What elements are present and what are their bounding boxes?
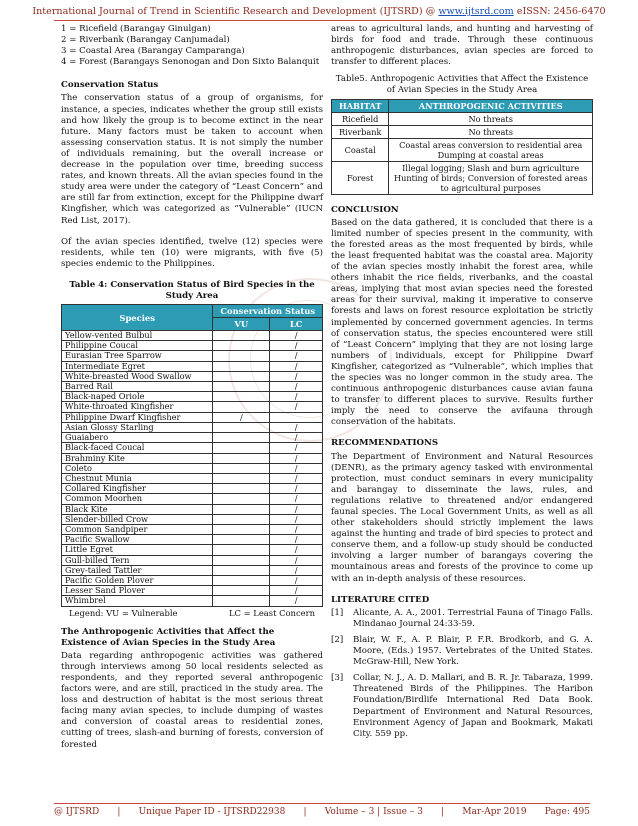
recommendations-heading: RECOMMENDATIONS: [331, 438, 439, 449]
species-cell: Eurasian Tree Sparrow: [62, 351, 213, 361]
vu-cell: [213, 361, 270, 371]
footer-rule: [54, 803, 590, 804]
conservation-paragraph-1: The conservation status of a group of organisms, for instance, a species, indicates whether the group still exists and how likely the group is to become extinct in the near future. Many factors must be taken to account when assessing conservation status. It is not simply the number of individuals remaining, but the overall increase or decrease in the population over time, breeding success rates, and known threats. All the avian species found in the study area were under the category of “Least Concern” and are still far from extinction, except for the Philippine dwarf Kingfisher, which was categorized as “Vulnerable” (IUCN Red List, 2017).: [61, 93, 323, 226]
species-cell: White-throated Kingfisher: [62, 402, 213, 412]
lc-cell: /: [270, 402, 323, 412]
header-site-link[interactable]: www.ijtsrd.com: [438, 6, 514, 17]
species-cell: Philippine Dwarf Kingfisher: [62, 412, 213, 422]
species-cell: Intermediate Egret: [62, 361, 213, 371]
table-row: [62, 392, 323, 402]
table5-activity-cell: Illegal logging; Slash and burn agriculture Hunting of birds; Conversion of forested areas to agricultural purposes: [389, 161, 593, 194]
table-row: [62, 341, 323, 351]
header-journal: International Journal of Trend in Scientific Research and Development (IJTSRD): [32, 6, 423, 17]
table5-activity-cell: No threats: [389, 125, 593, 138]
table5-habitat-cell: Coastal: [332, 138, 389, 161]
lc-cell: /: [270, 565, 323, 575]
species-cell: Gull-billed Tern: [62, 555, 213, 565]
legend-lc: LC = Least Concern: [228, 607, 315, 618]
vu-cell: [213, 555, 270, 565]
species-cell: Pacific Swallow: [62, 535, 213, 545]
vu-cell: [213, 371, 270, 381]
habitat-item: 1 = Ricefield (Barangay Ginulgan): [61, 24, 211, 34]
lc-cell: /: [270, 331, 323, 341]
vu-cell: [213, 494, 270, 504]
species-cell: Whimbrel: [62, 596, 213, 606]
species-cell: Chestnut Munia: [62, 473, 213, 483]
vu-cell: [213, 331, 270, 341]
table4: [61, 304, 323, 606]
table5-habitat-cell: Ricefield: [332, 112, 389, 125]
lc-cell: /: [270, 422, 323, 432]
species-cell: Slender-billed Crow: [62, 514, 213, 524]
habitat-item: 2 = Riverbank (Barangay Canjumadal): [61, 35, 230, 46]
lc-cell: /: [270, 443, 323, 453]
footer-date: Mar-Apr 2019: [462, 807, 527, 817]
vu-cell: [213, 422, 270, 432]
lc-cell: [270, 412, 323, 422]
species-cell: Coleto: [62, 463, 213, 473]
lc-cell: /: [270, 473, 323, 483]
anthro-paragraph-continued: areas to agricultural lands, and hunting and harvesting of birds for food and trade. Through these continuous anthropogenic disturbances, avian species are forced to transfer to different places.: [331, 24, 593, 68]
conservation-paragraph-2: Of the avian species identified, twelve (12) species were residents, while ten (10) were migrants, with five (5) species endemic to the Philippines.: [61, 236, 323, 269]
reference-text: Collar, N. J., A. D. Mallari, and B. R. Jr. Tabaraza, 1999. Threatened Birds of the Philippines. The Haribon Foundation/Birdlife International Red Data Book. Department of Environment and Natural Resources, Environment Agency of Japan and Bookmark, Makati City. 559 pp.: [353, 673, 593, 739]
vu-cell: [213, 586, 270, 596]
table-row: [62, 402, 323, 412]
lc-cell: /: [270, 463, 323, 473]
table-row: [332, 161, 593, 194]
lc-cell: /: [270, 341, 323, 351]
vu-cell: [213, 453, 270, 463]
recommendations-paragraph: The Department of Environment and Natural Resources (DENR), as the primary agency tasked with environmental protection, must conduct seminars in every municipality and barangay to disseminate the laws, rules, and regulations relative to threatened and/or endangered faunal species. The Local Government Units, as well as all other stakeholders should strictly implement the laws against the hunting and trade of bird species to protect and conserve them, and a follow-up study should be conducted involving a larger number of barangays covering the mountainous areas and forests of the province to come up with an in-depth analysis of these resources.: [331, 451, 593, 584]
table-row: [62, 484, 323, 494]
reference-item: [331, 635, 593, 668]
table-row: [62, 596, 323, 606]
table-row: [62, 443, 323, 453]
vu-cell: [213, 392, 270, 402]
table-row: [62, 504, 323, 514]
habitat-item: 3 = Coastal Area (Barangay Camparanga): [61, 46, 245, 57]
reference-number: [1]: [331, 607, 344, 618]
species-cell: Little Egret: [62, 545, 213, 555]
table5-header-activities: ANTHROPOGENIC ACTIVITIES: [389, 99, 593, 112]
table4-caption: Table 4: Conservation Status of Bird Species in the Study Area: [69, 279, 315, 301]
conclusion-paragraph: Based on the data gathered, it is concluded that there is a limited number of species present in the community, with the forested areas as the most frequented by birds, while the least frequented habitat was the coastal area. Majority of the avian species mostly inhabit the forest area, while others inhabit the rice fields, riverbanks, and the coastal areas, implying that most avian species need the forested areas for their survival, making it imperative to conserve forests and laws on forest resource exploitation be strictly implemented by concerned government agencies. In terms of conservation status, the species encountered were still of “Least Concern” implying that they are not losing large numbers of individuals, except for Philippine Dwarf Kingfisher, categorized as “Vulnerable”, which implies that the species was no longer common in the study area. The continuous anthropogenic disturbances cause avian fauna to transfer to different places to survive. Results further imply the need to conserve the avifauna through conservation of the habitats.: [331, 217, 593, 428]
vu-cell: [213, 575, 270, 585]
lc-cell: /: [270, 392, 323, 402]
vu-cell: [213, 463, 270, 473]
vu-cell: [213, 341, 270, 351]
species-cell: Lesser Sand Plover: [62, 586, 213, 596]
legend-vu: Legend: VU = Vulnerable: [69, 607, 178, 618]
anthro-paragraph-1: Data regarding anthropogenic activities was gathered through interviews among 50 local residents selected as respondents, and they reported several anthropogenic factors were, and are still, practiced in the study area. The loss and destruction of habitat is the most serious threat facing many avian species, to include dumping of wastes and conversion of coastal areas to residential zones, cutting of trees, slash-and burning of forests, conversion of forested: [61, 650, 323, 750]
vu-cell: [213, 565, 270, 575]
header-rule: [54, 20, 590, 21]
table-row: [62, 453, 323, 463]
vu-cell: [213, 596, 270, 606]
table-row: [62, 361, 323, 371]
species-cell: Brahminy Kite: [62, 453, 213, 463]
table-row: [62, 494, 323, 504]
lc-cell: /: [270, 535, 323, 545]
vu-cell: [213, 545, 270, 555]
species-cell: Yellow-vented Bulbul: [62, 331, 213, 341]
table-row: [62, 555, 323, 565]
footer-volume: Volume – 3 | Issue – 3: [324, 807, 423, 817]
lc-cell: /: [270, 524, 323, 534]
vu-cell: [213, 535, 270, 545]
lc-cell: /: [270, 371, 323, 381]
table-row: [332, 112, 593, 125]
table5-header-habitat: HABITAT: [332, 99, 389, 112]
table-row: [62, 545, 323, 555]
lc-cell: /: [270, 453, 323, 463]
vu-cell: [213, 473, 270, 483]
species-cell: Black Kite: [62, 504, 213, 514]
table-row: [62, 412, 323, 422]
vu-cell: [213, 382, 270, 392]
species-cell: Common Sandpiper: [62, 524, 213, 534]
species-cell: Barred Rail: [62, 382, 213, 392]
lc-cell: /: [270, 433, 323, 443]
lc-cell: /: [270, 545, 323, 555]
lc-cell: /: [270, 361, 323, 371]
lc-cell: /: [270, 484, 323, 494]
conservation-heading: Conservation Status: [61, 80, 159, 91]
lc-cell: /: [270, 555, 323, 565]
table-row: [332, 125, 593, 138]
table-row: [62, 433, 323, 443]
reference-list: [331, 608, 593, 740]
vu-cell: [213, 402, 270, 412]
reference-number: [3]: [331, 673, 344, 684]
reference-item: [331, 608, 593, 630]
reference-text: Alicante, A. A., 2001. Terrestrial Fauna of Tinago Falls. Mindanao Journal 24:33-59.: [353, 607, 593, 629]
lc-cell: /: [270, 596, 323, 606]
anthro-heading: The Anthropogenic Activities that Affect the Existence of Avian Species in the Study Area: [61, 626, 276, 648]
species-cell: Asian Glossy Starling: [62, 422, 213, 432]
lc-cell: /: [270, 504, 323, 514]
species-cell: Pacific Golden Plover: [62, 575, 213, 585]
table5-habitat-cell: Forest: [332, 161, 389, 194]
table-row: [62, 535, 323, 545]
table-row: [62, 382, 323, 392]
table5-habitat-cell: Riverbank: [332, 125, 389, 138]
lc-cell: /: [270, 575, 323, 585]
vu-cell: [213, 351, 270, 361]
reference-number: [2]: [331, 634, 344, 645]
vu-cell: [213, 514, 270, 524]
footer-journal: @ IJTSRD: [54, 807, 100, 817]
footer-separator: |: [303, 807, 307, 817]
species-cell: White-breasted Wood Swallow: [62, 371, 213, 381]
table5-activity-cell: Coastal areas conversion to residential area Dumping at coastal areas: [389, 138, 593, 161]
table4-header-vu: VU: [213, 318, 270, 331]
left-column: [61, 24, 323, 757]
footer-separator: |: [441, 807, 445, 817]
lc-cell: /: [270, 586, 323, 596]
table-row: [62, 463, 323, 473]
footer-page: Page: 495: [544, 807, 590, 817]
lc-cell: /: [270, 382, 323, 392]
running-footer: [54, 807, 590, 817]
table4-header-lc: LC: [270, 318, 323, 331]
table-row: [62, 514, 323, 524]
table-row: [332, 138, 593, 161]
species-cell: Black-faced Coucal: [62, 443, 213, 453]
header-at: @: [425, 6, 436, 17]
lc-cell: /: [270, 494, 323, 504]
lc-cell: /: [270, 514, 323, 524]
table-row: [62, 422, 323, 432]
table-row: [62, 351, 323, 361]
footer-paper-id: Unique Paper ID - IJTSRD22938: [138, 807, 286, 817]
species-cell: Collared Kingfisher: [62, 484, 213, 494]
species-cell: Black-naped Oriole: [62, 392, 213, 402]
table-row: [62, 331, 323, 341]
vu-cell: [213, 443, 270, 453]
table-row: [62, 586, 323, 596]
table4-legend: [61, 608, 323, 619]
conclusion-heading: CONCLUSION: [331, 204, 399, 215]
reference-text: Blair, W. F., A. P. Blair, P. F.R. Brodkorb, and G. A. Moore, (Eds.) 1957. Vertebrates of the United States. McGraw-Hill, New York.: [353, 634, 593, 668]
habitat-item: 4 = Forest (Barangays Senonogan and Don Sixto Balanquit: [61, 57, 320, 68]
reference-item: [331, 673, 593, 740]
table5: [331, 99, 593, 195]
table4-header-species: Species: [62, 305, 213, 331]
table-row: [62, 473, 323, 483]
table-row: [62, 524, 323, 534]
table5-activity-cell: No threats: [389, 112, 593, 125]
footer-separator: |: [117, 807, 121, 817]
species-cell: Grey-tailed Tattler: [62, 565, 213, 575]
species-cell: Common Moorhen: [62, 494, 213, 504]
right-column: [331, 24, 593, 745]
table-row: [62, 565, 323, 575]
literature-heading: LITERATURE CITED: [331, 594, 430, 605]
vu-cell: [213, 433, 270, 443]
species-cell: Philippine Coucal: [62, 341, 213, 351]
lc-cell: /: [270, 351, 323, 361]
vu-cell: /: [213, 412, 270, 422]
vu-cell: [213, 504, 270, 514]
table5-caption: Table5. Anthropogenic Activities that Affect the Existence of Avian Species in the Study Area: [335, 74, 589, 96]
vu-cell: [213, 484, 270, 494]
vu-cell: [213, 524, 270, 534]
running-header: [0, 6, 638, 17]
header-eissn: eISSN: 2456-6470: [516, 6, 606, 17]
table-row: [62, 575, 323, 585]
table4-header-status: Conservation Status: [213, 305, 323, 318]
species-cell: Guaiabero: [62, 433, 213, 443]
table4-body: [62, 331, 323, 606]
table-row: [62, 371, 323, 381]
